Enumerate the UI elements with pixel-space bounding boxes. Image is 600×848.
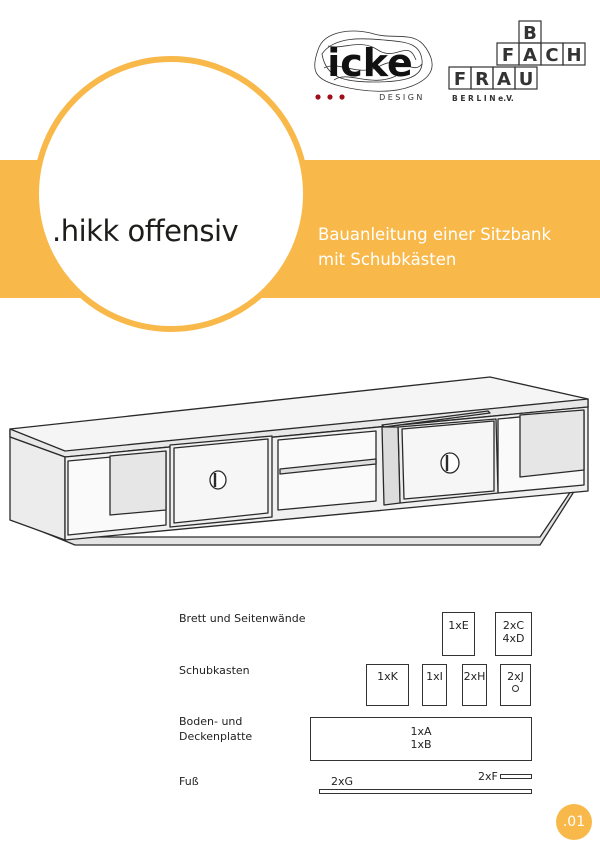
- part-label: 2xC: [502, 619, 525, 632]
- logo-dot: [327, 94, 332, 99]
- part-box-h: [462, 664, 487, 706]
- parts-label-plates: [179, 714, 252, 744]
- part-box-ab: [310, 717, 532, 761]
- parts-label-drawer: Schubkasten: [179, 664, 250, 677]
- part-box-e: [442, 612, 475, 656]
- document-title: .hikk offensiv: [52, 214, 239, 248]
- part-box-j: [500, 664, 531, 706]
- part-label: 1xB: [410, 738, 432, 751]
- parts-label-line: Deckenplatte: [179, 730, 253, 743]
- part-label: 2xJ: [507, 670, 524, 683]
- part-label: 1xK: [377, 670, 398, 683]
- logo-letter: C: [545, 45, 559, 66]
- logo-letter: A: [497, 69, 511, 90]
- logo-dot: [315, 94, 320, 99]
- hole-icon: [512, 685, 519, 692]
- logo-letter: A: [523, 45, 537, 66]
- bauhaus-fach-frau-logo: [446, 20, 596, 106]
- subtitle-line: mit Schubkästen: [318, 250, 457, 269]
- logo-dot: [339, 94, 344, 99]
- part-box-g: [319, 789, 532, 794]
- page-number: .01: [556, 804, 592, 840]
- part-box-cd: [495, 612, 532, 656]
- part-label: 2xF: [478, 770, 498, 783]
- part-box-f: [500, 774, 532, 779]
- part-label: 1xA: [410, 725, 432, 738]
- logo-icke-sub: DESIGN: [379, 93, 425, 102]
- logo-bff-sub: B E R L I N e.V.: [452, 94, 514, 103]
- part-label: 2xG: [331, 775, 354, 788]
- logo-icke-text: icke: [327, 41, 413, 85]
- logo-letter: U: [518, 69, 534, 90]
- logo-letter: F: [501, 45, 515, 66]
- logo-letter: H: [566, 45, 582, 66]
- document-subtitle: [318, 222, 588, 272]
- part-label: 2xH: [463, 670, 486, 683]
- part-box-i: [422, 664, 447, 706]
- subtitle-line: Bauanleitung einer Sitzbank: [318, 225, 552, 244]
- part-label: 4xD: [502, 632, 525, 645]
- part-label: 1xI: [426, 670, 443, 683]
- parts-label-foot: Fuß: [179, 775, 199, 788]
- logo-letter: F: [453, 69, 467, 90]
- parts-label-line: Boden- und: [179, 715, 243, 728]
- logo-letter: R: [475, 69, 489, 90]
- icke-design-logo: [304, 20, 436, 106]
- part-box-k: [366, 664, 409, 706]
- logo-letter: B: [523, 23, 537, 44]
- bench-illustration: [0, 365, 600, 555]
- part-label: 1xE: [448, 619, 469, 632]
- parts-label-boards: Brett und Seitenwände: [179, 612, 306, 625]
- title-circle: [33, 56, 309, 332]
